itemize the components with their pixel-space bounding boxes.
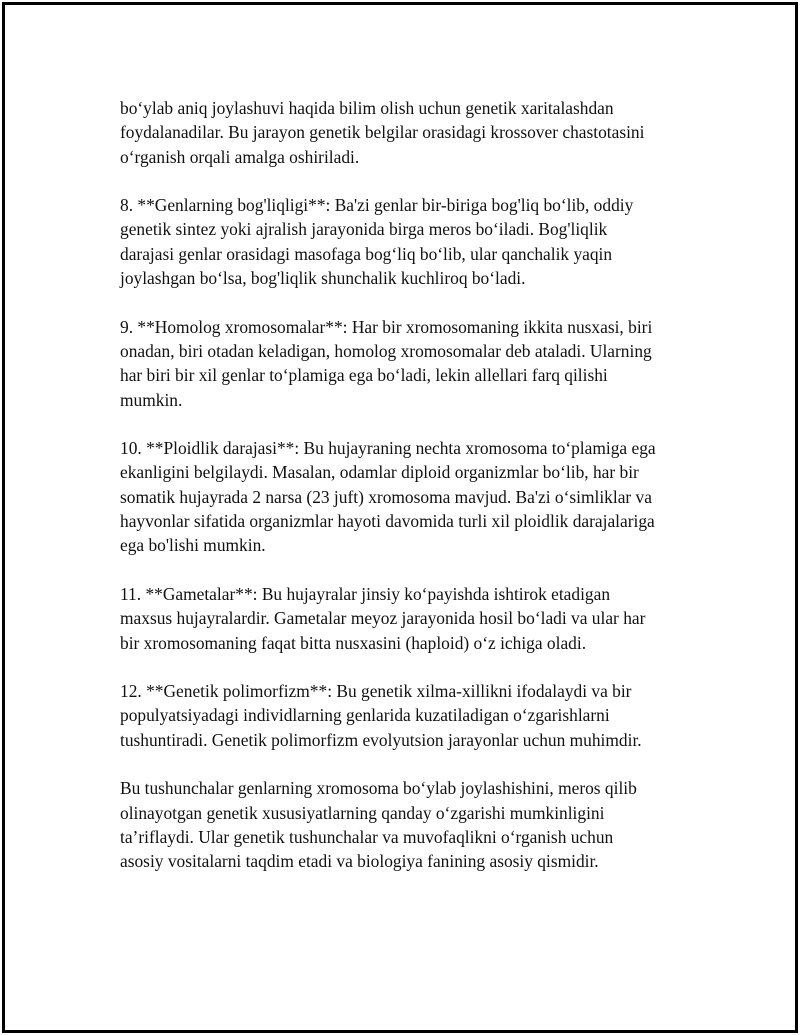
text-line: darajasi genlar orasidagi masofaga bog‘liq bo‘lib, ular qanchalik yaqin	[120, 243, 613, 264]
text-line: asosiy vositalarni taqdim etadi va biologiya fanining asosiy qismidir.	[120, 851, 599, 872]
text-line: onadan, biri otadan keladigan, homolog xromosomalar deb ataladi. Ularning	[120, 340, 652, 361]
text-line: tushuntiradi. Genetik polimorfizm evolyutsion jarayonlar uchun muhimdir.	[120, 729, 642, 750]
text-line: ta’riflaydi. Ular genetik tushunchalar va muvofaqlikni o‘rganish uchun	[120, 826, 614, 847]
text-line: somatik hujayrada 2 narsa (23 juft) xromosoma mavjud. Ba'zi o‘simliklar va	[120, 486, 652, 507]
text-line: olinayotgan genetik xususiyatlarning qanday o‘zgarishi mumkinligini	[120, 802, 605, 823]
text-line: foydalanadilar. Bu jarayon genetik belgilar orasidagi krossover chastotasini	[120, 122, 645, 143]
text-line: o‘rganish orqali amalga oshiriladi.	[120, 146, 360, 167]
paragraph-item-12	[120, 679, 710, 752]
paragraph-item-8	[120, 193, 710, 290]
text-line: 8. **Genlarning bog'liqligi**: Ba'zi genlar bir-biriga bog'liq bo‘lib, oddiy	[120, 195, 634, 216]
paragraph-intro-continuation	[120, 96, 710, 169]
text-line: 9. **Homolog xromosomalar**: Har bir xromosomaning ikkita nusxasi, biri	[120, 316, 653, 337]
text-line: mumkin.	[120, 389, 183, 410]
text-line: 10. **Ploidlik darajasi**: Bu hujayraning nechta xromosoma to‘plamiga ega	[120, 438, 656, 459]
text-line: Bu tushunchalar genlarning xromosoma bo‘ylab joylashishini, meros qilib	[120, 778, 637, 799]
paragraph-item-10	[120, 436, 710, 557]
text-line: 12. **Genetik polimorfizm**: Bu genetik xilma-xillikni ifodalaydi va bir	[120, 681, 632, 702]
text-line: genetik sintez yoki ajralish jarayonida birga meros bo‘iladi. Bog'liqlik	[120, 219, 608, 240]
text-line: bir xromosomaning faqat bitta nusxasini (haploid) o‘z ichiga oladi.	[120, 632, 587, 653]
text-line: ekanligini belgilaydi. Masalan, odamlar diploid organizmlar bo‘lib, har bir	[120, 462, 639, 483]
text-line: maxsus hujayralardir. Gametalar meyoz jarayonida hosil bo‘ladi va ular har	[120, 608, 646, 629]
paragraph-item-9	[120, 315, 710, 412]
paragraph-conclusion	[120, 776, 710, 873]
text-line: har biri bir xil genlar to‘plamiga ega bo‘ladi, lekin allellari farq qilishi	[120, 365, 608, 386]
text-line: bo‘ylab aniq joylashuvi haqida bilim olish uchun genetik xaritalashdan	[120, 98, 614, 118]
document-body	[120, 96, 710, 898]
text-line: hayvonlar sifatida organizmlar hayoti davomida turli xil ploidlik darajalariga	[120, 511, 655, 532]
document-page	[2, 2, 798, 1033]
text-line: populyatsiyadagi individlarning genlarida kuzatiladigan o‘zgarishlarni	[120, 705, 610, 726]
text-line: 11. **Gametalar**: Bu hujayralar jinsiy ko‘payishda ishtirok etadigan	[120, 583, 611, 604]
text-line: ega bo'lishi mumkin.	[120, 535, 266, 556]
paragraph-item-11	[120, 582, 710, 655]
text-line: joylashgan bo‘lsa, bog'liqlik shunchalik kuchliroq bo‘ladi.	[120, 268, 526, 289]
